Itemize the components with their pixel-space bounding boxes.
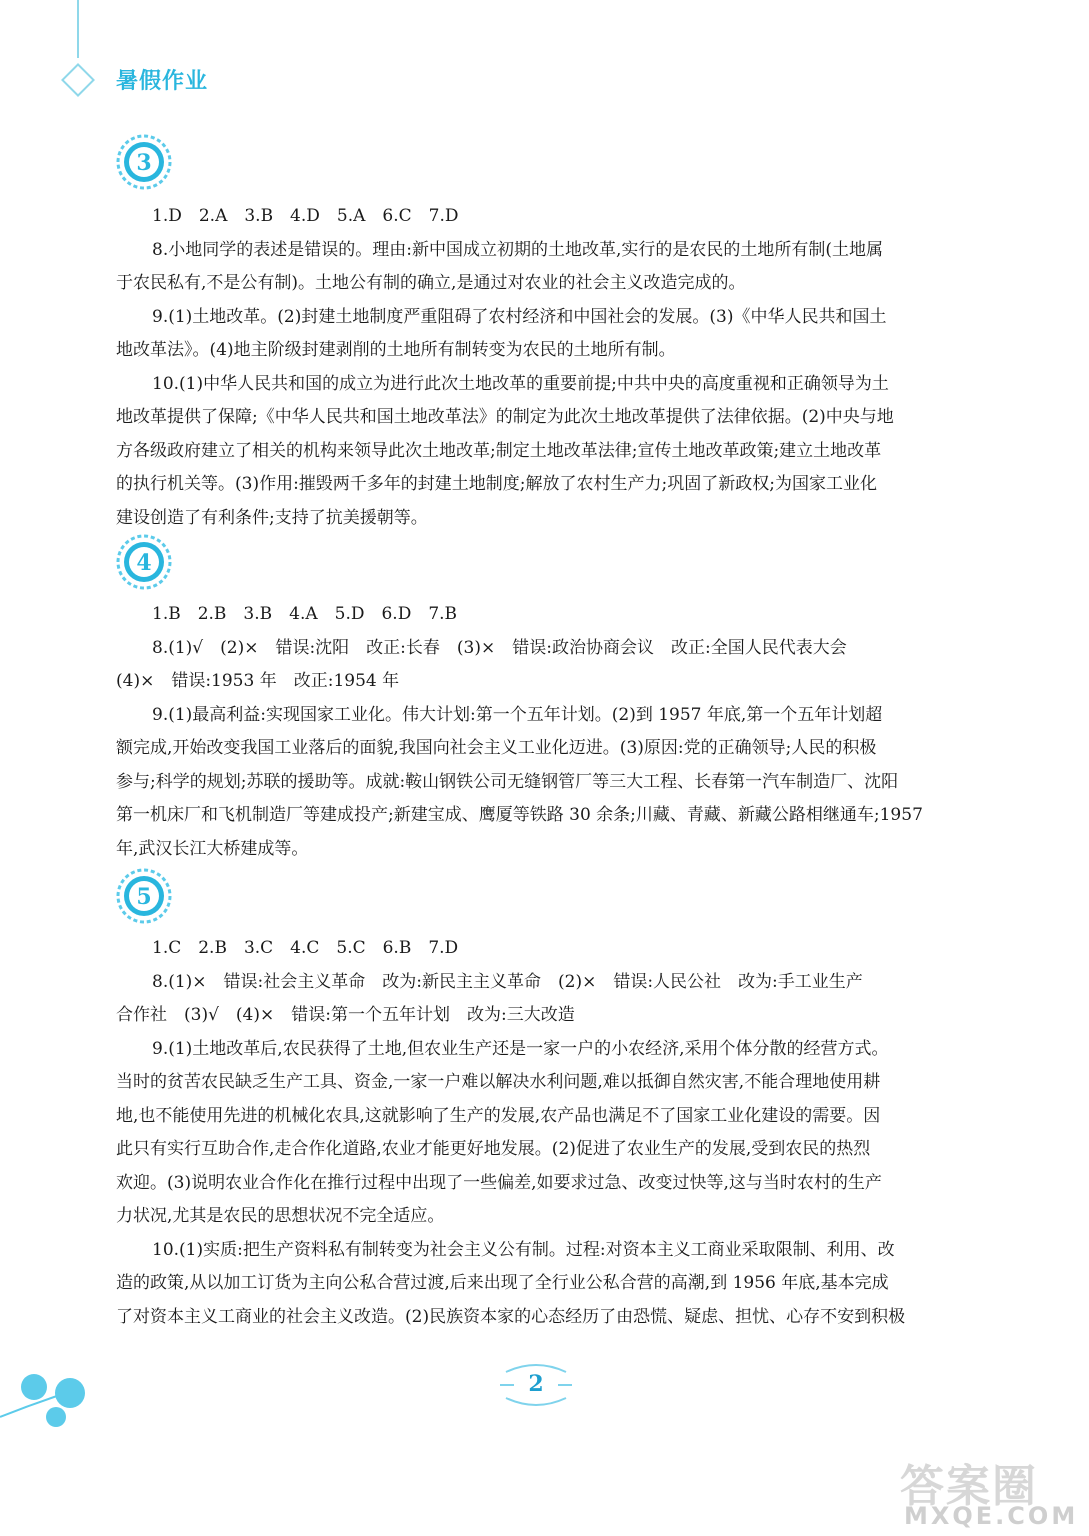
section-5-answers — [116, 932, 956, 1334]
section-badge-4 — [116, 534, 172, 590]
answer-line: 当时的贫苦农民缺乏生产工具、资金,一家一户难以解决水利问题,难以抵御自然灾害,不能合理地使用耕 — [116, 1072, 881, 1092]
section-badge-3 — [116, 134, 172, 190]
answer-line: 地,也不能使用先进的机械化农具,这就影响了生产的发展,农产品也满足不了国家工业化建设的需要。因 — [116, 1105, 881, 1126]
answer-line: 造的政策,从以加工订货为主向公私合营过渡,后来出现了全行业公私合营的高潮,到 1956 年底,基本完成 — [116, 1273, 889, 1293]
answer-line: (4)× 错误:1953 年 改正:1954 年 — [116, 671, 400, 691]
answer-line: 8.(1)√ (2)× 错误:沈阳 改正:长春 (3)× 错误:政治协商会议 改正:全国人民代表大会 — [152, 637, 847, 658]
header-diamond-icon — [61, 63, 95, 97]
answer-line: 了对资本主义工商业的社会主义改造。(2)民族资本家的心态经历了由恐慌、疑虑、担忧、心存不安到积极 — [116, 1306, 906, 1327]
answer-line: 10.(1)实质:把生产资料私有制转变为社会主义公有制。过程:对资本主义工商业采取限制、利用、改 — [152, 1239, 895, 1260]
gear-badge-icon — [116, 868, 172, 924]
section-number: 5 — [136, 884, 152, 910]
section-number: 4 — [136, 550, 152, 576]
gear-badge-icon — [116, 534, 172, 590]
answer-line: 合作社 (3)√ (4)× 错误:第一个五年计划 改为:三大改造 — [116, 1005, 575, 1025]
answer-line: 的执行机关等。(3)作用:摧毁两千多年的封建土地制度;解放了农村生产力;巩固了新政权;为国家工业化 — [116, 474, 877, 494]
answer-line: 于农民私有,不是公有制)。土地公有制的确立,是通过对农业的社会主义改造完成的。 — [116, 273, 746, 293]
answer-line: 建设创造了有利条件;支持了抗美援朝等。 — [116, 507, 428, 528]
watermark-logo — [900, 1450, 1080, 1530]
section-badge-5 — [116, 868, 172, 924]
answer-line: 欢迎。(3)说明农业合作化在推行过程中出现了一些偏差,如要求过急、改变过快等,这与当时农村的生产 — [116, 1172, 882, 1193]
answer-line: 第一机床厂和飞机制造厂等建成投产;新建宝成、鹰厦等铁路 30 余条;川藏、青藏、新藏公路相继通车;1957 — [116, 805, 923, 825]
answer-line: 力状况,尤其是农民的思想状况不完全适应。 — [116, 1206, 445, 1226]
answer-line: 9.(1)最高利益:实现国家工业化。伟大计划:第一个五年计划。(2)到 1957 年底,第一个五年计划超 — [152, 704, 883, 725]
answer-line: 此只有实行互助合作,走合作化道路,农业才能更好地发展。(2)促进了农业生产的发展,受到农民的热烈 — [116, 1139, 871, 1159]
answer-line: 地改革提供了保障;《中华人民共和国土地改革法》的制定为此次土地改革提供了法律依据。(2)中央与地 — [116, 407, 894, 427]
answer-line: 10.(1)中华人民共和国的成立为进行此次土地改革的重要前提;中共中央的高度重视和正确领导为土 — [152, 373, 889, 394]
answer-line: 8.(1)× 错误:社会主义革命 改为:新民主主义革命 (2)× 错误:人民公社 改为:手工业生产 — [152, 971, 863, 992]
answer-line: 1.B 2.B 3.B 4.A 5.D 6.D 7.B — [152, 604, 458, 624]
section-number: 3 — [136, 150, 152, 176]
answer-line: 1.D 2.A 3.B 4.D 5.A 6.C 7.D — [152, 206, 459, 226]
page-number-text: 2 — [528, 1371, 544, 1397]
answer-line: 9.(1)土地改革。(2)封建土地制度严重阻碍了农村经济和中国社会的发展。(3)《中华人民共和国土 — [152, 306, 887, 327]
bubbles-decoration-icon — [0, 1365, 100, 1435]
header-vertical-line — [77, 0, 79, 58]
page-number — [498, 1362, 574, 1408]
answer-line: 年,武汉长江大桥建成等。 — [116, 838, 309, 859]
answer-line: 9.(1)土地改革后,农民获得了土地,但农业生产还是一家一户的小农经济,采用个体分散的经营方式。 — [152, 1038, 889, 1059]
answer-line: 方各级政府建立了相关的机构来领导此次土地改革;制定土地改革法律;宣传土地改革政策;建立土地改革 — [116, 440, 882, 461]
watermark-url: MXQE.COM — [904, 1502, 1079, 1530]
section-3-answers — [116, 200, 956, 535]
watermark-text: 答案圈 — [900, 1461, 1038, 1512]
section-4-answers — [116, 598, 956, 866]
gear-badge-icon — [116, 134, 172, 190]
answer-line: 1.C 2.B 3.C 4.C 5.C 6.B 7.D — [152, 938, 459, 958]
answer-line: 地改革法》。(4)地主阶级封建剥削的土地所有制转变为农民的土地所有制。 — [116, 340, 676, 360]
answer-line: 额完成,开始改变我国工业落后的面貌,我国向社会主义工业化迈进。(3)原因:党的正确领导;人民的积极 — [116, 738, 877, 758]
page-header-title: 暑假作业 — [116, 69, 209, 94]
answer-line: 8.小地同学的表述是错误的。理由:新中国成立初期的土地改革,实行的是农民的土地所有制(土地属 — [152, 239, 883, 260]
answer-line: 参与;科学的规划;苏联的援助等。成就:鞍山钢铁公司无缝钢管厂等三大工程、长春第一汽车制造厂、沈阳 — [116, 771, 899, 792]
